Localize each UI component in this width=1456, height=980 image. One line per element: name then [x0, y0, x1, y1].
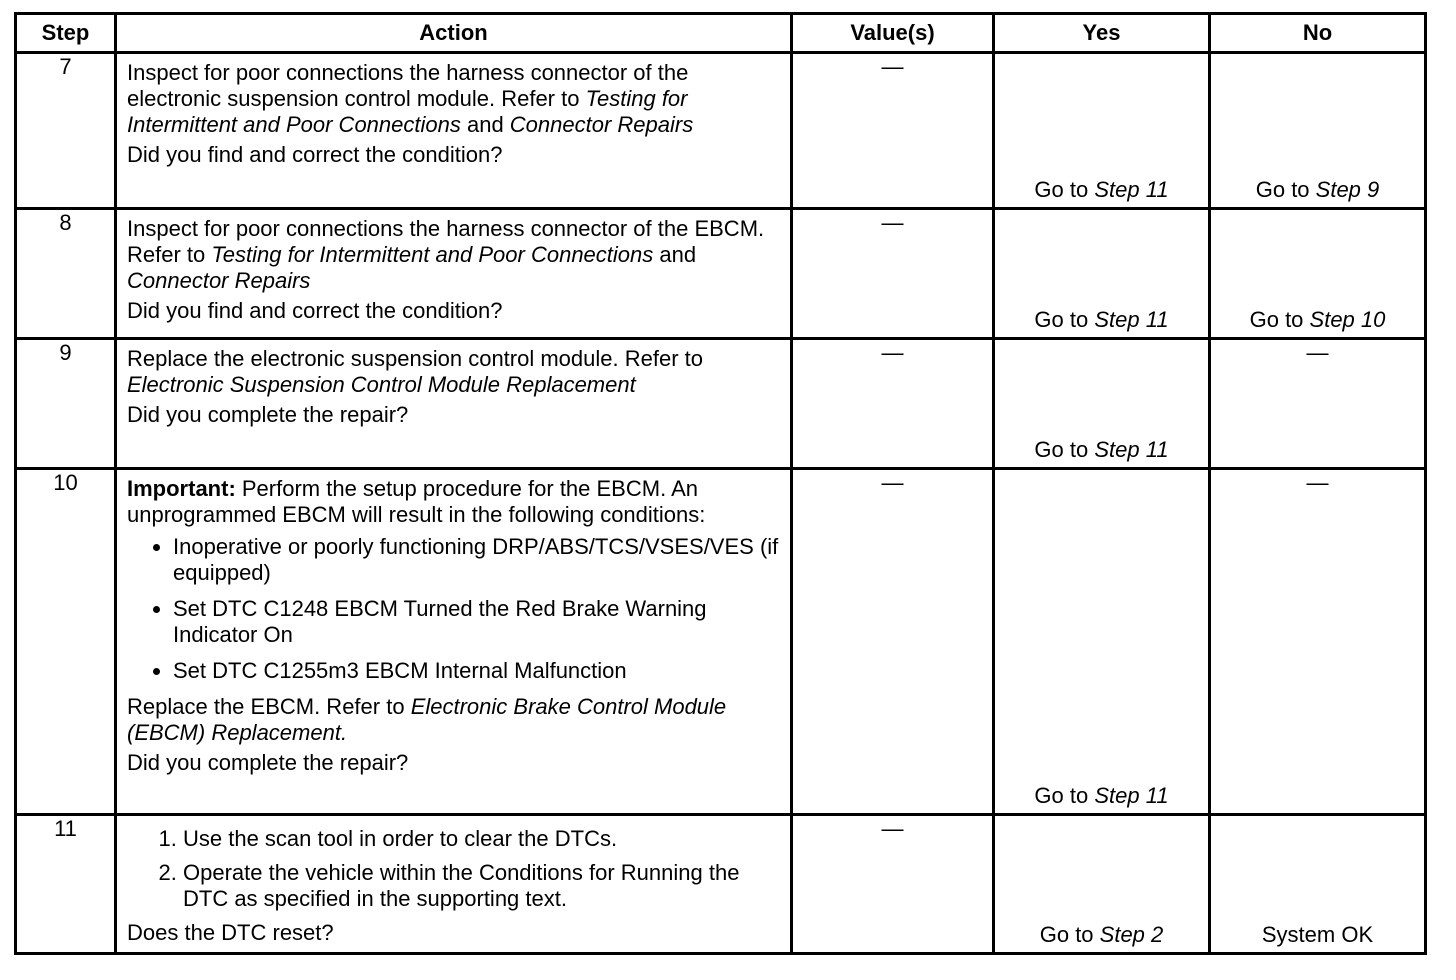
yes-goto[interactable]: Go to Step 11 — [1034, 437, 1169, 462]
diagnostic-table — [14, 12, 1427, 955]
no-goto[interactable]: Go to Step 9 — [1255, 177, 1380, 202]
no-cell — [1210, 209, 1426, 339]
question-text: Did you find and correct the condition? — [127, 298, 503, 323]
yes-cell — [994, 815, 1210, 954]
reference-link[interactable]: Connector Repairs — [127, 268, 311, 293]
value-cell: — — [792, 469, 994, 815]
list-item: • Inoperative or poorly functioning DRP/ABS/TCS/VSES/VES (if equipped) — [173, 534, 780, 586]
reference-link[interactable]: Connector Repairs — [509, 112, 694, 137]
action-cell — [116, 469, 792, 815]
condition-list — [127, 534, 780, 684]
yes-goto[interactable]: Go to Step 2 — [1039, 922, 1164, 947]
step-number: 7 — [16, 53, 116, 209]
question-text: Did you complete the repair? — [127, 750, 409, 775]
yes-cell — [994, 209, 1210, 339]
header-action: Action — [116, 14, 792, 53]
list-item: 1. Use the scan tool in order to clear the DTCs. — [183, 826, 780, 852]
list-item: • Set DTC C1255m3 EBCM Internal Malfunction — [173, 658, 780, 684]
value-cell: — — [792, 209, 994, 339]
question-text: Did you find and correct the condition? — [127, 142, 503, 167]
action-cell — [116, 339, 792, 469]
no-cell — [1210, 53, 1426, 209]
value-cell: — — [792, 53, 994, 209]
no-result: System OK — [1261, 922, 1374, 947]
step-number: 8 — [16, 209, 116, 339]
action-text: Replace the EBCM. Refer to Electronic Brake Control Module (EBCM) Replacement. — [127, 694, 727, 745]
table-row — [16, 815, 1426, 954]
important-note: Important: Perform the setup procedure for the EBCM. An unprogrammed EBCM will result in the following conditions: — [127, 476, 706, 527]
reference-link[interactable]: Electronic Suspension Control Module Replacement — [127, 372, 636, 397]
action-text: Inspect for poor connections the harness connector of the electronic suspension control module. Refer to Testing for Intermittent and Poor Connections and Connector Repairs — [127, 60, 694, 137]
yes-goto[interactable]: Go to Step 11 — [1034, 177, 1169, 202]
question-text: Does the DTC reset? — [127, 920, 334, 945]
reference-link[interactable]: Testing for Intermittent and Poor Connections — [127, 86, 688, 137]
step-number: 11 — [16, 815, 116, 954]
important-label: Important: — [127, 476, 236, 501]
action-text: Replace the electronic suspension control module. Refer to Electronic Suspension Control Module Replacement — [127, 346, 703, 397]
action-cell — [116, 815, 792, 954]
value-cell: — — [792, 815, 994, 954]
value-cell: — — [792, 339, 994, 469]
yes-goto[interactable]: Go to Step 11 — [1034, 783, 1169, 808]
header-no: No — [1210, 14, 1426, 53]
header-row — [16, 14, 1426, 53]
table-row — [16, 339, 1426, 469]
reference-link[interactable]: Testing for Intermittent and Poor Connections — [211, 242, 654, 267]
no-cell — [1210, 815, 1426, 954]
question-text: Did you complete the repair? — [127, 402, 409, 427]
header-step: Step — [16, 14, 116, 53]
yes-cell — [994, 53, 1210, 209]
step-number: 9 — [16, 339, 116, 469]
action-cell — [116, 53, 792, 209]
procedure-list — [127, 826, 780, 912]
yes-cell — [994, 469, 1210, 815]
no-cell: — — [1210, 339, 1426, 469]
action-text: Inspect for poor connections the harness connector of the EBCM. Refer to Testing for Intermittent and Poor Connections and Connector Repairs — [127, 216, 765, 293]
no-cell: — — [1210, 469, 1426, 815]
step-number: 10 — [16, 469, 116, 815]
action-cell — [116, 209, 792, 339]
yes-goto[interactable]: Go to Step 11 — [1034, 307, 1169, 332]
list-item: • Set DTC C1248 EBCM Turned the Red Brake Warning Indicator On — [173, 596, 780, 648]
list-item: 2. Operate the vehicle within the Conditions for Running the DTC as specified in the supporting text. — [183, 860, 780, 912]
header-yes: Yes — [994, 14, 1210, 53]
table-row — [16, 53, 1426, 209]
table-row — [16, 469, 1426, 815]
no-goto[interactable]: Go to Step 10 — [1249, 307, 1386, 332]
yes-cell — [994, 339, 1210, 469]
table-row — [16, 209, 1426, 339]
header-values: Value(s) — [792, 14, 994, 53]
reference-link[interactable]: Electronic Brake Control Module (EBCM) Replacement. — [127, 694, 727, 745]
